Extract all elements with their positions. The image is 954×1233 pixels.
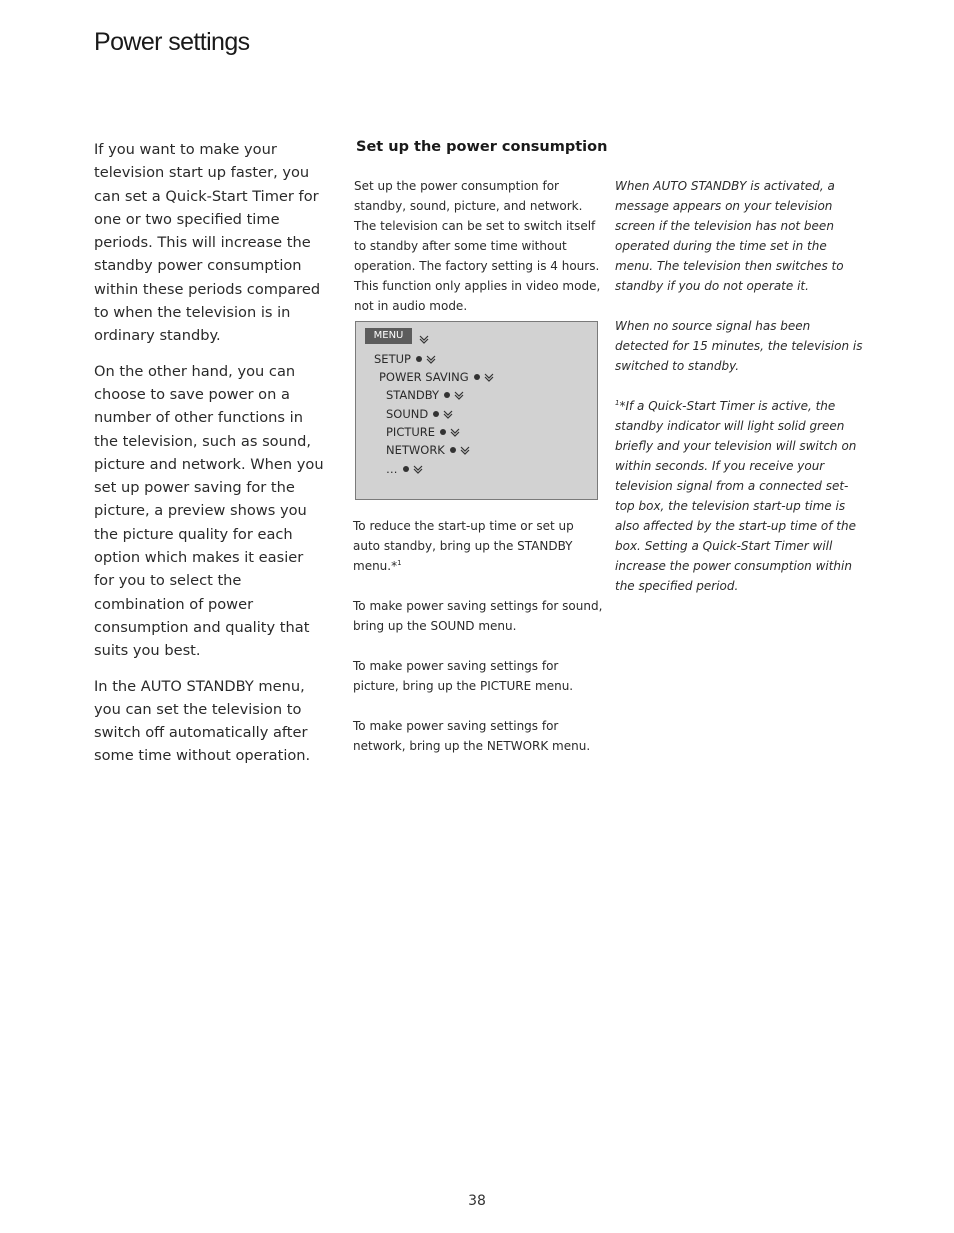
step-text: To make power saving settings for sound, bring up the SOUND menu.	[353, 599, 603, 633]
menu-item-more	[386, 462, 423, 476]
bullet-icon	[416, 356, 422, 362]
menu-item-label: NETWORK	[386, 443, 445, 457]
bullet-icon	[403, 466, 409, 472]
step-text: To make power saving settings for network, bring up the NETWORK menu.	[353, 719, 591, 753]
menu-item-sound	[386, 407, 453, 421]
menu-item-label: STANDBY	[386, 388, 440, 402]
menu-item-network	[386, 443, 470, 457]
section-body	[354, 176, 604, 316]
menu-item-label: SETUP	[374, 352, 411, 366]
chevron-down-icon	[450, 428, 460, 437]
footnote	[615, 396, 865, 596]
bullet-icon	[450, 447, 456, 453]
section-heading: Set up the power consumption	[356, 139, 608, 155]
intro-paragraph: In the AUTO STANDBY menu, you can set the television to switch off automatically after some time without operation.	[94, 677, 311, 765]
chevron-down-icon	[413, 465, 423, 474]
menu-item-label: POWER SAVING	[379, 370, 469, 384]
chevron-down-icon	[443, 410, 453, 419]
menu-tag: MENU	[365, 328, 412, 344]
step-picture	[353, 656, 603, 696]
step-text: To reduce the start-up time or set up auto standby, bring up the STANDBY menu.*	[353, 519, 574, 573]
intro-paragraph: If you want to make your television start up faster, you can set a Quick-Start Timer for one or two specified time periods. This will increase the standby power consumption within these periods compared to when the television is in ordinary standby.	[94, 141, 321, 345]
menu-item-label: …	[386, 462, 398, 476]
bullet-icon	[444, 392, 450, 398]
chevron-down-icon	[426, 355, 436, 364]
menu-item-power-saving	[379, 370, 494, 384]
chevron-down-icon	[460, 446, 470, 455]
menu-item-label: SOUND	[386, 407, 429, 421]
notes-column	[615, 176, 865, 616]
intro-column	[94, 138, 326, 780]
step-network	[353, 716, 603, 756]
page-number: 38	[468, 1193, 486, 1209]
steps-list	[353, 516, 603, 776]
page-title: Power settings	[94, 28, 250, 56]
bullet-icon	[440, 429, 446, 435]
bullet-icon	[433, 411, 439, 417]
footnote-text: *If a Quick-Start Timer is active, the standby indicator will light solid green briefly and your television will switch on within seconds. If you receive your television signal from a connected set-top box, the television start-up time is also affected by the start-up time of the box. Setting a Quick-Start Timer will increase the power consumption within the specified period.	[615, 399, 857, 593]
menu-item-picture	[386, 425, 460, 439]
bullet-icon	[474, 374, 480, 380]
note-no-signal: When no source signal has been detected for 15 minutes, the television is switched to standby.	[615, 319, 863, 373]
chevron-down-icon	[419, 335, 429, 344]
menu-diagram	[355, 321, 598, 500]
menu-item-standby	[386, 388, 464, 402]
step-sound	[353, 596, 603, 636]
chevron-down-icon	[484, 373, 494, 382]
note-auto-standby: When AUTO STANDBY is activated, a message appears on your television screen if the television has not been operated during the time set in the menu. The television then switches to standby if you do not operate it.	[615, 179, 844, 293]
step-text: To make power saving settings for picture, bring up the PICTURE menu.	[353, 659, 574, 693]
footnote-marker: 1	[615, 399, 620, 407]
section-body-text: Set up the power consumption for standby, sound, picture, and network. The television can be set to switch itself to standby after some time without operation. The factory setting is 4 hours. This function only applies in video mode, not in audio mode.	[354, 179, 601, 313]
menu-item-label: PICTURE	[386, 425, 436, 439]
chevron-down-icon	[454, 391, 464, 400]
intro-paragraph: On the other hand, you can choose to save power on a number of other functions in the television, such as sound, picture and network. When you set up power saving for the picture, a preview shows you the picture quality for each option which makes it easier for you to select the combination of power consumption and quality that suits you best.	[94, 362, 324, 660]
step-standby	[353, 516, 603, 576]
menu-item-setup	[374, 352, 436, 366]
footnote-ref: 1	[397, 559, 402, 567]
